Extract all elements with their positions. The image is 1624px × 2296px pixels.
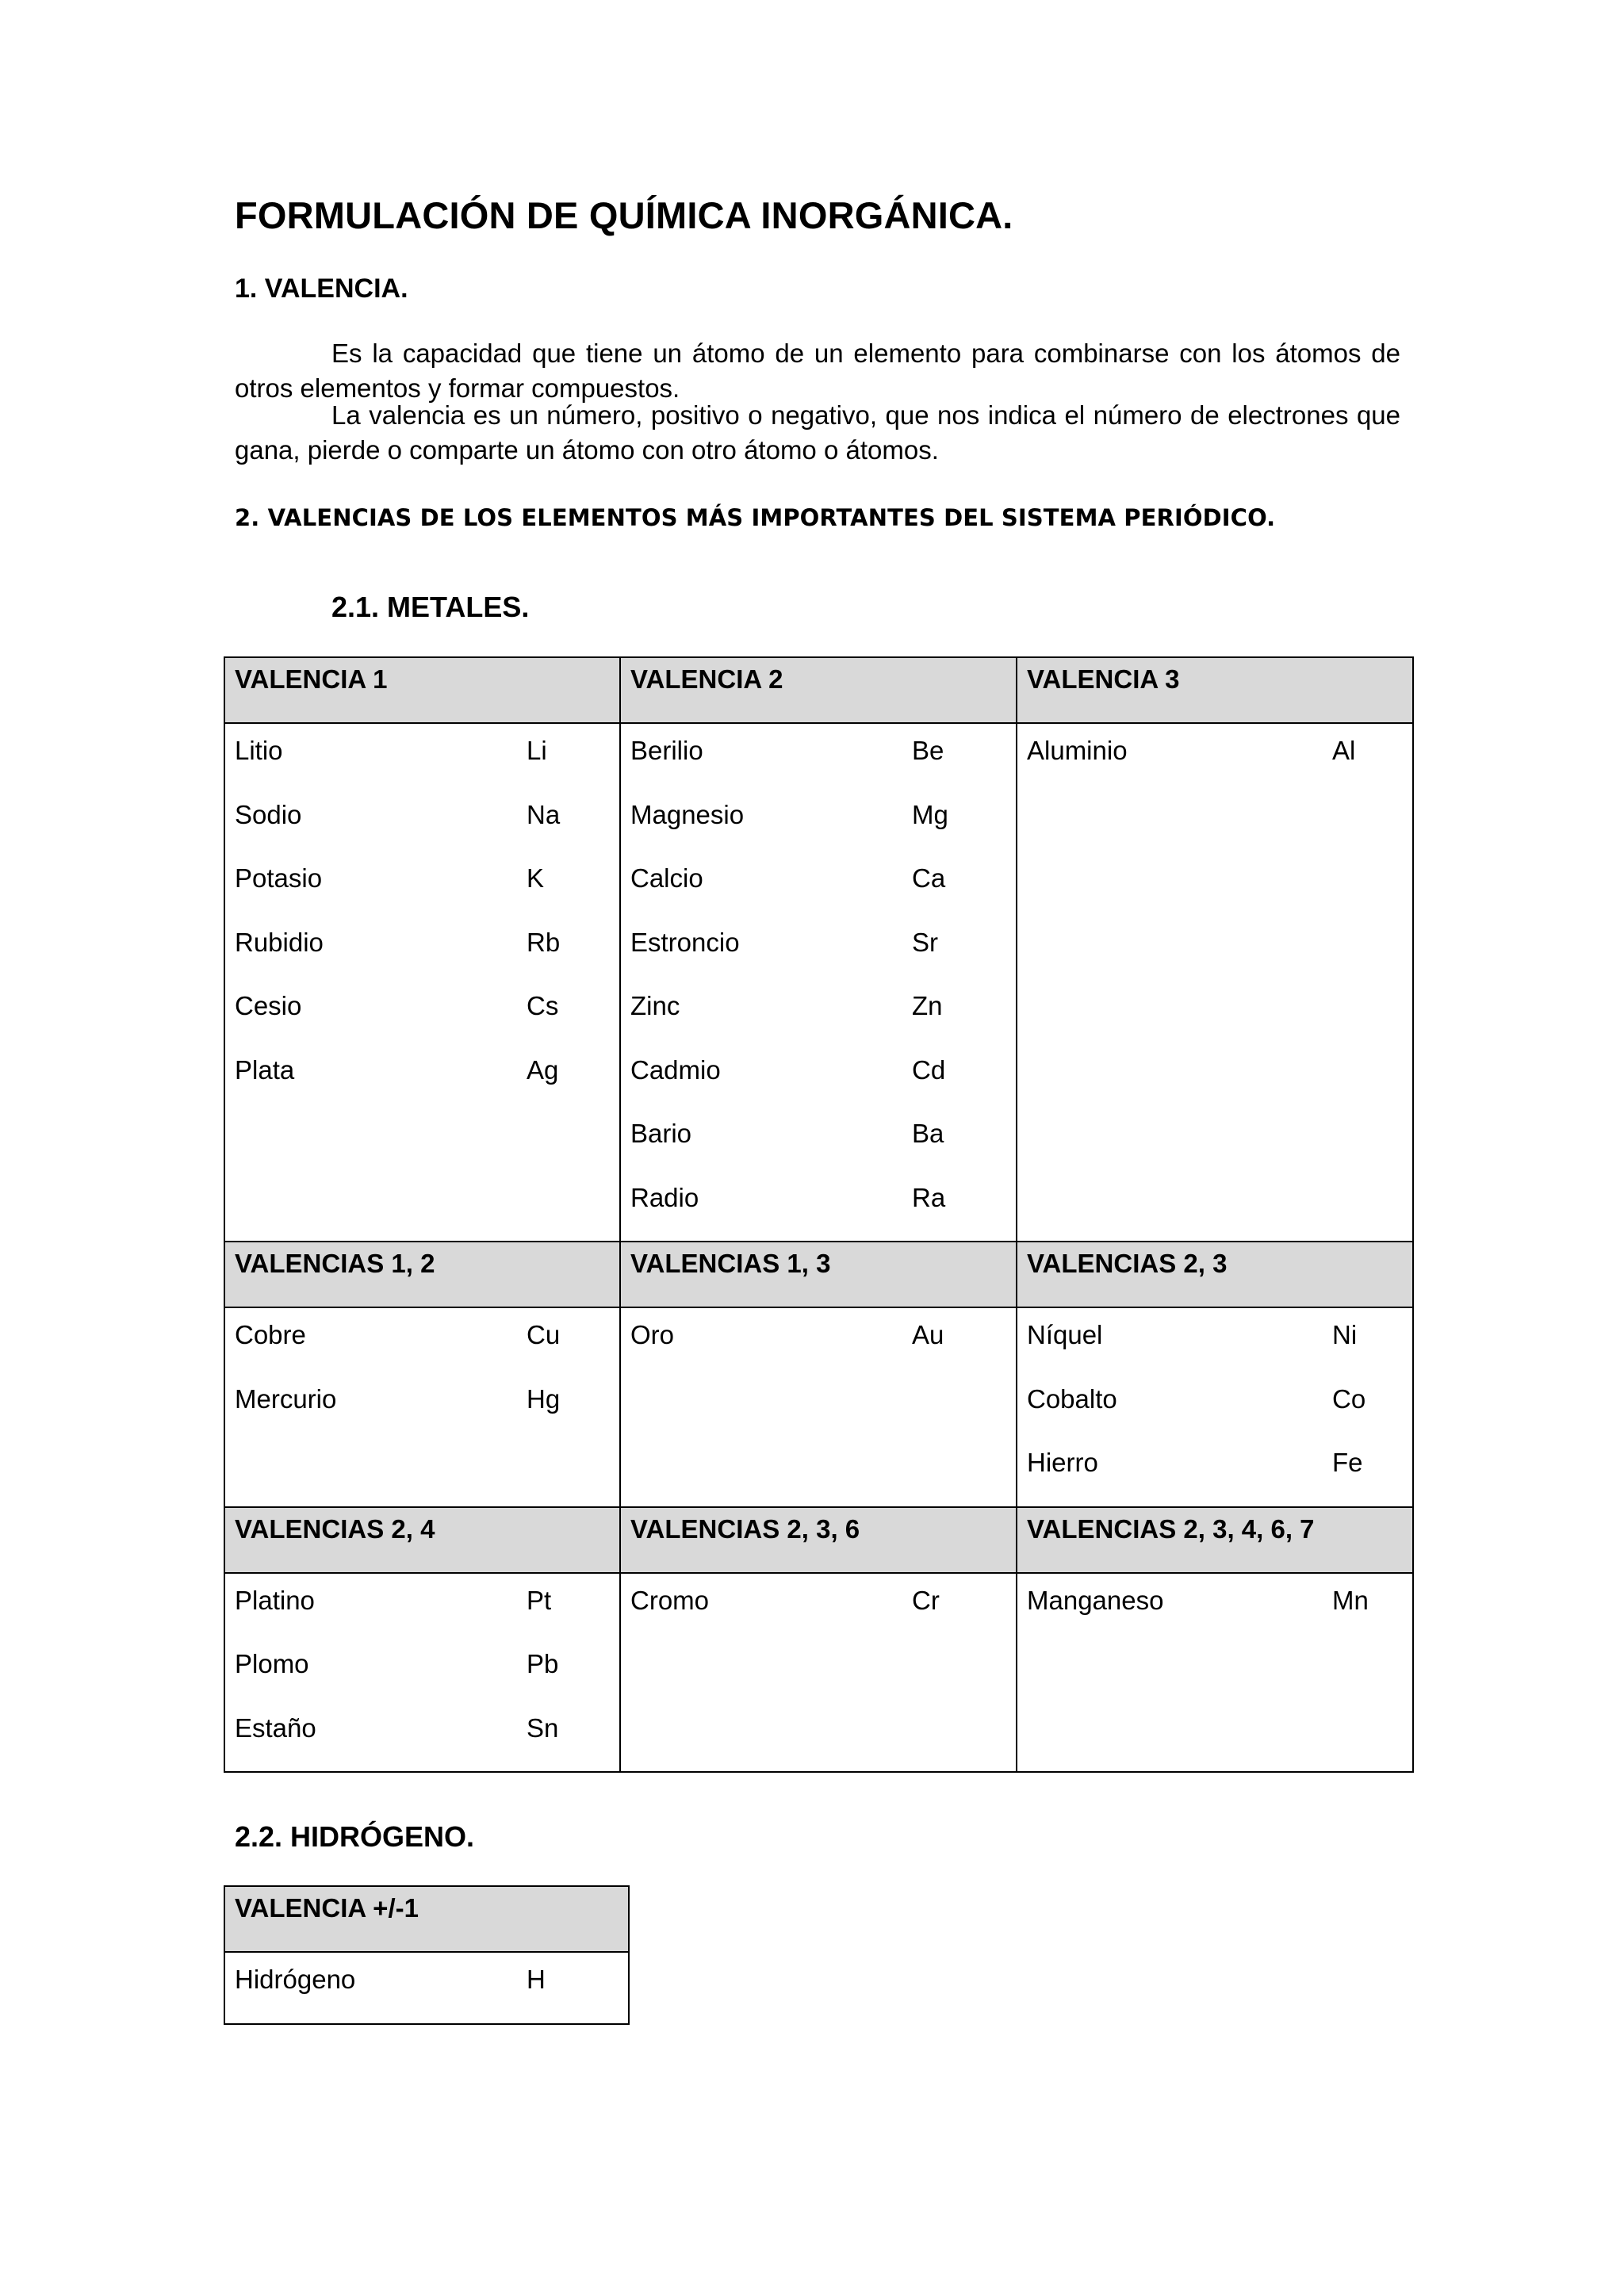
element-name: Mercurio	[235, 1383, 337, 1414]
element-name: Berilio	[630, 736, 703, 765]
element-row	[630, 1113, 1006, 1177]
element-symbol: Hg	[527, 1383, 561, 1414]
hydrogen-heading: 2.2. HIDRÓGENO.	[235, 1820, 475, 1853]
table-body-row	[224, 723, 1413, 1242]
table-header-row	[224, 1886, 629, 1952]
document-title: FORMULACIÓN DE QUÍMICA INORGÁNICA.	[235, 194, 1013, 236]
element-cell	[224, 1573, 620, 1773]
element-row	[235, 1959, 619, 2023]
element-row	[235, 922, 610, 986]
element-cell	[224, 1952, 629, 2024]
element-row	[630, 794, 1006, 859]
element-name: Hidrógeno	[235, 1965, 356, 1994]
element-row	[235, 1644, 610, 1708]
element-symbol: Mg	[912, 799, 948, 829]
element-name: Plomo	[235, 1649, 309, 1678]
element-name: Platino	[235, 1585, 315, 1615]
element-cell	[1017, 1307, 1413, 1507]
table-body-row	[224, 1952, 629, 2024]
element-row	[630, 1314, 1006, 1379]
valence-group-header: VALENCIAS 2, 3	[1017, 1242, 1413, 1307]
element-name: Cesio	[235, 991, 302, 1020]
table-header-row	[224, 657, 1413, 723]
element-symbol: Ni	[1332, 1320, 1358, 1349]
element-name: Zinc	[630, 991, 680, 1020]
element-row	[1027, 1314, 1403, 1379]
element-name: Calcio	[630, 863, 703, 893]
element-symbol: Cd	[912, 1054, 946, 1085]
element-symbol: Rb	[527, 927, 561, 957]
element-symbol: Sr	[912, 927, 938, 957]
element-symbol: Ag	[527, 1054, 559, 1085]
element-cell	[1017, 723, 1413, 1242]
valence-group-header: VALENCIAS 2, 4	[224, 1507, 620, 1573]
section-2-heading: 2. VALENCIAS DE LOS ELEMENTOS MÁS IMPORTANTES DEL SISTEMA PERIÓDICO.	[235, 504, 1276, 531]
element-cell	[620, 1573, 1017, 1773]
element-row	[1027, 1379, 1403, 1443]
element-name: Hierro	[1027, 1448, 1098, 1477]
element-name: Aluminio	[1027, 736, 1128, 765]
element-symbol: Al	[1332, 736, 1356, 765]
element-name: Litio	[235, 736, 283, 765]
valence-group-header: VALENCIA 2	[620, 657, 1017, 723]
element-symbol: Pt	[527, 1585, 552, 1615]
element-name: Magnesio	[630, 799, 745, 829]
element-row	[235, 858, 610, 922]
element-symbol: Ra	[912, 1182, 946, 1212]
table-header-row	[224, 1507, 1413, 1573]
element-row	[630, 1177, 1006, 1242]
paragraph-1-text: Es la capacidad que tiene un átomo de un elemento para combinarse con los átomos de otros elementos y formar compuestos.	[235, 339, 1400, 403]
element-symbol: Fe	[1332, 1448, 1363, 1477]
valence-group-header: VALENCIAS 1, 3	[620, 1242, 1017, 1307]
valence-group-header: VALENCIAS 2, 3, 6	[620, 1507, 1017, 1573]
element-cell	[620, 723, 1017, 1242]
valencia-number-paragraph	[235, 398, 1400, 468]
element-row	[630, 1050, 1006, 1114]
element-name: Rubidio	[235, 927, 324, 957]
element-row	[630, 985, 1006, 1050]
element-row	[1027, 1442, 1403, 1506]
element-row	[630, 922, 1006, 986]
element-symbol: K	[527, 863, 545, 893]
metals-heading: 2.1. METALES.	[331, 591, 530, 623]
valencia-definition-paragraph	[235, 336, 1400, 406]
element-symbol: Ca	[912, 863, 946, 893]
element-row	[235, 730, 610, 794]
element-symbol: Ba	[912, 1119, 944, 1148]
valence-group-header: VALENCIAS 1, 2	[224, 1242, 620, 1307]
element-symbol: Cr	[912, 1585, 940, 1615]
element-symbol: Zn	[912, 991, 943, 1020]
element-symbol: Na	[527, 799, 561, 829]
element-symbol: Sn	[527, 1712, 559, 1743]
element-name: Oro	[630, 1320, 675, 1349]
element-row	[630, 730, 1006, 794]
element-row	[1027, 730, 1403, 794]
valence-group-header: VALENCIA 1	[224, 657, 620, 723]
paragraph-2-text: La valencia es un número, positivo o negativo, que nos indica el número de electrones que gana, pierde o comparte un átomo con otro átomo o átomos.	[235, 400, 1400, 465]
metals-valence-table	[224, 656, 1414, 1773]
element-cell	[224, 723, 620, 1242]
section-1-heading: 1. VALENCIA.	[235, 274, 408, 304]
element-row	[235, 1580, 610, 1644]
table-body-row	[224, 1307, 1413, 1507]
element-name: Radio	[630, 1182, 699, 1212]
element-name: Cobalto	[1027, 1383, 1117, 1414]
element-row	[235, 1708, 610, 1772]
element-cell	[224, 1307, 620, 1507]
element-name: Sodio	[235, 799, 302, 829]
element-row	[235, 1314, 610, 1379]
element-name: Níquel	[1027, 1320, 1103, 1349]
element-row	[235, 794, 610, 859]
element-row	[630, 858, 1006, 922]
element-name: Estroncio	[630, 927, 740, 957]
element-symbol: Li	[527, 736, 547, 765]
element-cell	[1017, 1573, 1413, 1773]
valence-group-header: VALENCIAS 2, 3, 4, 6, 7	[1017, 1507, 1413, 1573]
element-cell	[620, 1307, 1017, 1507]
element-name: Potasio	[235, 863, 323, 893]
element-row	[235, 1379, 610, 1443]
element-name: Bario	[630, 1119, 692, 1148]
element-row	[630, 1580, 1006, 1644]
element-name: Estaño	[235, 1712, 316, 1743]
hydrogen-valence-table	[224, 1885, 630, 2025]
element-row	[235, 1050, 610, 1114]
element-name: Manganeso	[1027, 1585, 1164, 1615]
element-row	[235, 985, 610, 1050]
element-symbol: Au	[912, 1320, 944, 1349]
element-symbol: Cs	[527, 991, 559, 1020]
element-symbol: Be	[912, 736, 944, 765]
element-symbol: Cu	[527, 1320, 561, 1349]
element-name: Cromo	[630, 1585, 710, 1615]
valence-group-header: VALENCIA 3	[1017, 657, 1413, 723]
element-symbol: H	[527, 1965, 546, 1994]
element-name: Cadmio	[630, 1054, 721, 1085]
element-symbol: Mn	[1332, 1585, 1369, 1615]
table-header-row	[224, 1242, 1413, 1307]
element-symbol: Co	[1332, 1383, 1366, 1414]
valence-group-header: VALENCIA +/-1	[224, 1886, 629, 1952]
element-symbol: Pb	[527, 1649, 559, 1678]
element-row	[1027, 1580, 1403, 1644]
element-name: Cobre	[235, 1320, 306, 1349]
element-name: Plata	[235, 1054, 295, 1085]
table-body-row	[224, 1573, 1413, 1773]
